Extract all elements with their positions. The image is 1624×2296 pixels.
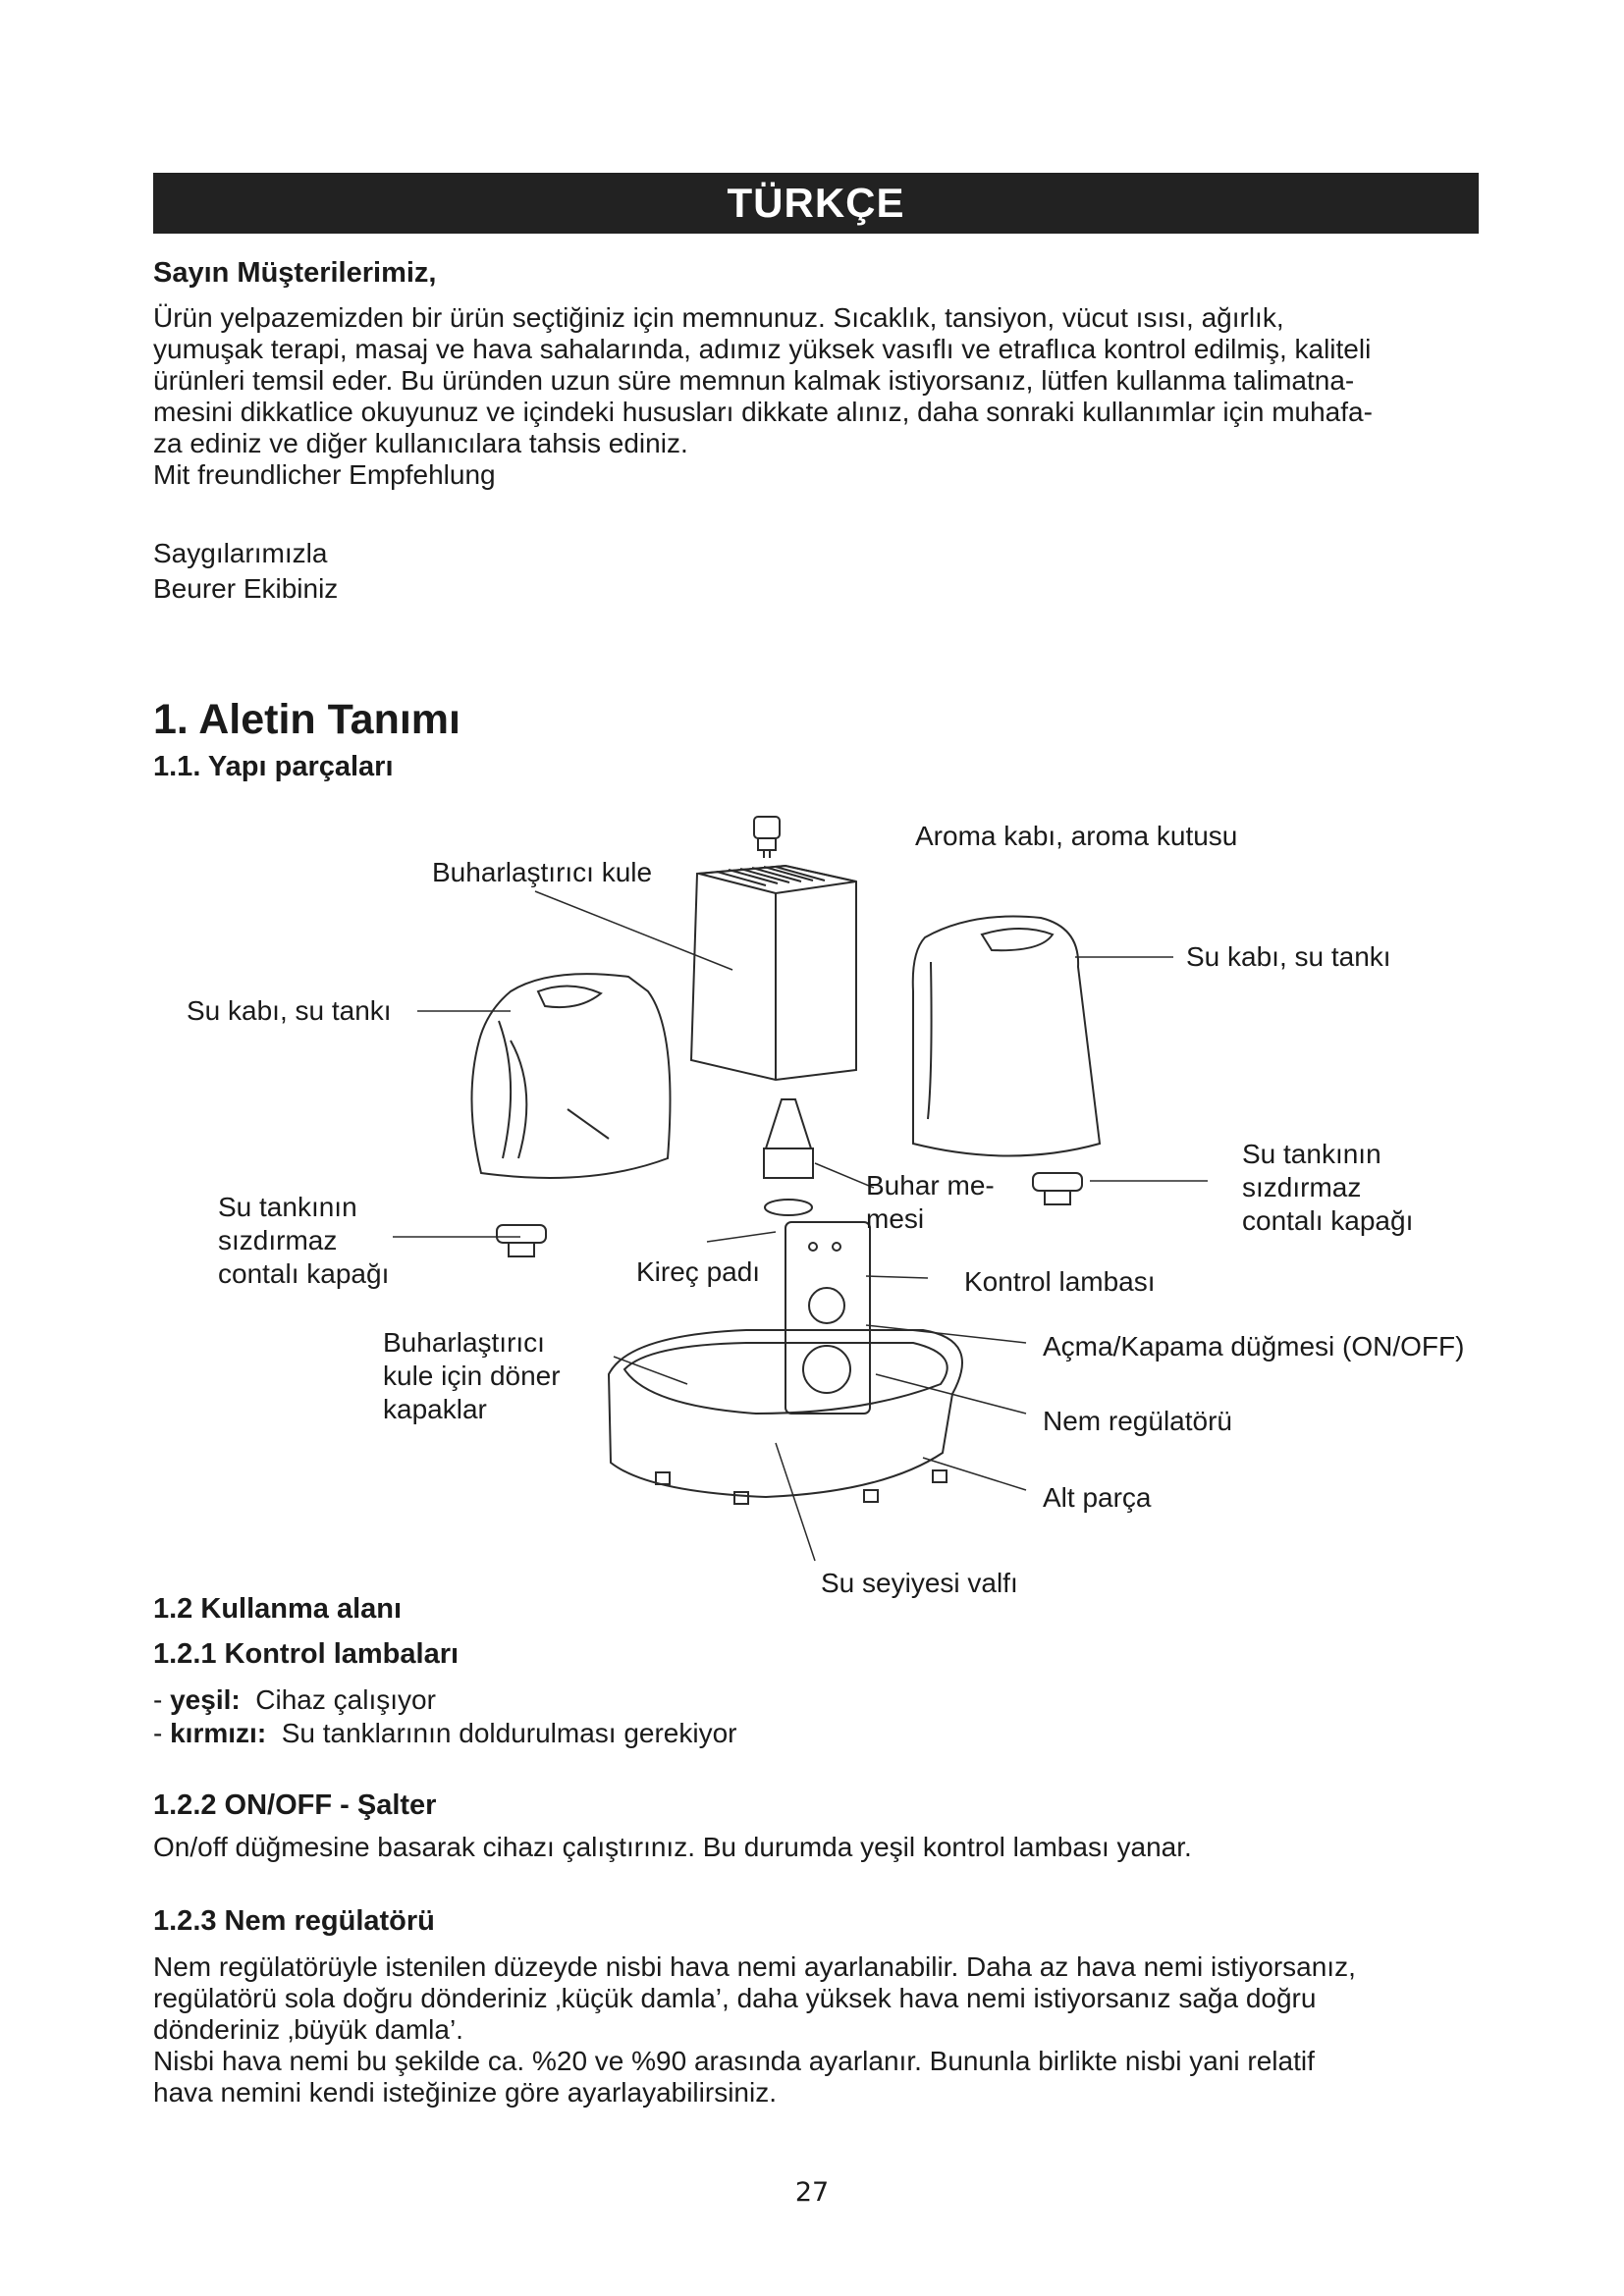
- aroma-cap-drawing: [754, 817, 780, 858]
- section-title: 1. Aletin Tanımı: [153, 696, 460, 743]
- lamp-green-text: Cihaz çalışıyor: [255, 1684, 436, 1715]
- label-onoff-button: Açma/Kapama düğmesi (ON/OFF): [1043, 1331, 1465, 1362]
- intro-line-6: Mit freundlicher Empfehlung: [153, 459, 496, 490]
- lamp-red-text: Su tanklarının doldurulması gerekiyor: [281, 1718, 737, 1748]
- humidity-line-5: hava nemini kendi isteğinize göre ayarlayabilirsiniz.: [153, 2077, 777, 2108]
- lamp-green-item: - yeşil: Cihaz çalışıyor: [153, 1684, 436, 1715]
- steam-nozzle-drawing: [764, 1099, 813, 1215]
- switch-title: 1.2.2 ON/OFF - Şalter: [153, 1789, 437, 1821]
- label-water-tank-left: Su kabı, su tankı: [187, 995, 392, 1026]
- intro-line-4: mesini dikkatlice okuyunuz ve içindeki hususları dikkate alınız, daha sonraki kullanımlar için muhafa-: [153, 397, 1373, 427]
- label-steam-nozzle-1: Buhar me-: [866, 1170, 995, 1201]
- label-base: Alt parça: [1043, 1482, 1152, 1513]
- lamps-title: 1.2.1 Kontrol lambaları: [153, 1638, 460, 1670]
- label-lime-pad: Kireç padı: [636, 1256, 761, 1287]
- label-humidity-regulator: Nem regülatörü: [1043, 1406, 1232, 1436]
- label-vaporizer-tower: Buharlaştırıcı kule: [432, 857, 653, 887]
- label-rotary-caps-2: kule için döner: [383, 1361, 561, 1391]
- switch-text: On/off düğmesine basarak cihazı çalıştırınız. Bu durumda yeşil kontrol lambası yanar.: [153, 1832, 1192, 1862]
- intro-line-3: ürünleri temsil eder. Bu üründen uzun süre memnun kalmak istiyorsanız, lütfen kullanma talimatna-: [153, 365, 1355, 396]
- label-seal-cap-right-1: Su tankının: [1242, 1139, 1381, 1169]
- language-banner: TÜRKÇE: [153, 173, 1479, 234]
- label-rotary-caps-3: kapaklar: [383, 1394, 487, 1424]
- humidity-line-1: Nem regülatörüyle istenilen düzeyde nisbi hava nemi ayarlanabilir. Daha az hava nemi istiyorsanız,: [153, 1951, 1356, 1982]
- vaporizer-tower-drawing: [691, 866, 856, 1080]
- lamp-green-key: yeşil:: [170, 1684, 241, 1715]
- humidity-title: 1.2.3 Nem regülatörü: [153, 1905, 435, 1937]
- intro-line-5: za ediniz ve diğer kullanıcılara tahsis ediniz.: [153, 428, 688, 458]
- label-seal-cap-left-1: Su tankının: [218, 1192, 357, 1222]
- label-seal-cap-left-2: sızdırmaz: [218, 1225, 338, 1255]
- intro-line-2: yumuşak terapi, masaj ve hava sahalarında, adımız yüksek vasıflı ve etraflıca kontrol edilmiş, kaliteli: [153, 334, 1372, 364]
- page-number: 27: [794, 2177, 830, 2208]
- label-seal-cap-right-3: contalı kapağı: [1242, 1205, 1414, 1236]
- humidity-line-4: Nisbi hava nemi bu şekilde ca. %20 ve %90 arasında ayarlanır. Bununla birlikte nisbi yani relatif: [153, 2046, 1315, 2076]
- seal-cap-left-drawing: [497, 1225, 546, 1256]
- lamp-red-key: kırmızı:: [170, 1718, 267, 1748]
- label-control-lamp: Kontrol lambası: [964, 1266, 1156, 1297]
- section-usage-title: 1.2 Kullanma alanı: [153, 1593, 403, 1625]
- label-seal-cap-left-3: contalı kapağı: [218, 1258, 390, 1289]
- label-water-tank-right: Su kabı, su tankı: [1186, 941, 1391, 972]
- left-tank-drawing: [471, 974, 670, 1178]
- right-tank-drawing: [913, 917, 1100, 1156]
- closing: Saygılarımızla: [153, 538, 328, 568]
- label-seal-cap-right-2: sızdırmaz: [1242, 1172, 1362, 1202]
- seal-cap-right-drawing: [1033, 1173, 1082, 1204]
- humidity-line-3: dönderiniz ‚büyük damla’.: [153, 2014, 463, 2045]
- label-steam-nozzle-2: mesi: [866, 1203, 925, 1234]
- label-rotary-caps-1: Buharlaştırıcı: [383, 1327, 545, 1358]
- label-aroma: Aroma kabı, aroma kutusu: [915, 821, 1238, 851]
- subsection-title: 1.1. Yapı parçaları: [153, 751, 394, 782]
- intro-line-1: Ürün yelpazemizden bir ürün seçtiğiniz için memnunuz. Sıcaklık, tansiyon, vücut ısısı, ağırlık,: [153, 302, 1284, 333]
- salutation: Sayın Müşterilerimiz,: [153, 257, 437, 289]
- signature: Beurer Ekibiniz: [153, 573, 339, 604]
- lamp-red-item: - kırmızı: Su tanklarının doldurulması gerekiyor: [153, 1718, 737, 1748]
- label-water-level-valve: Su seyiyesi valfı: [821, 1568, 1018, 1598]
- humidity-line-2: regülatörü sola doğru dönderiniz ‚küçük damla’, daha yüksek hava nemi istiyorsanız sağa doğru: [153, 1983, 1317, 2013]
